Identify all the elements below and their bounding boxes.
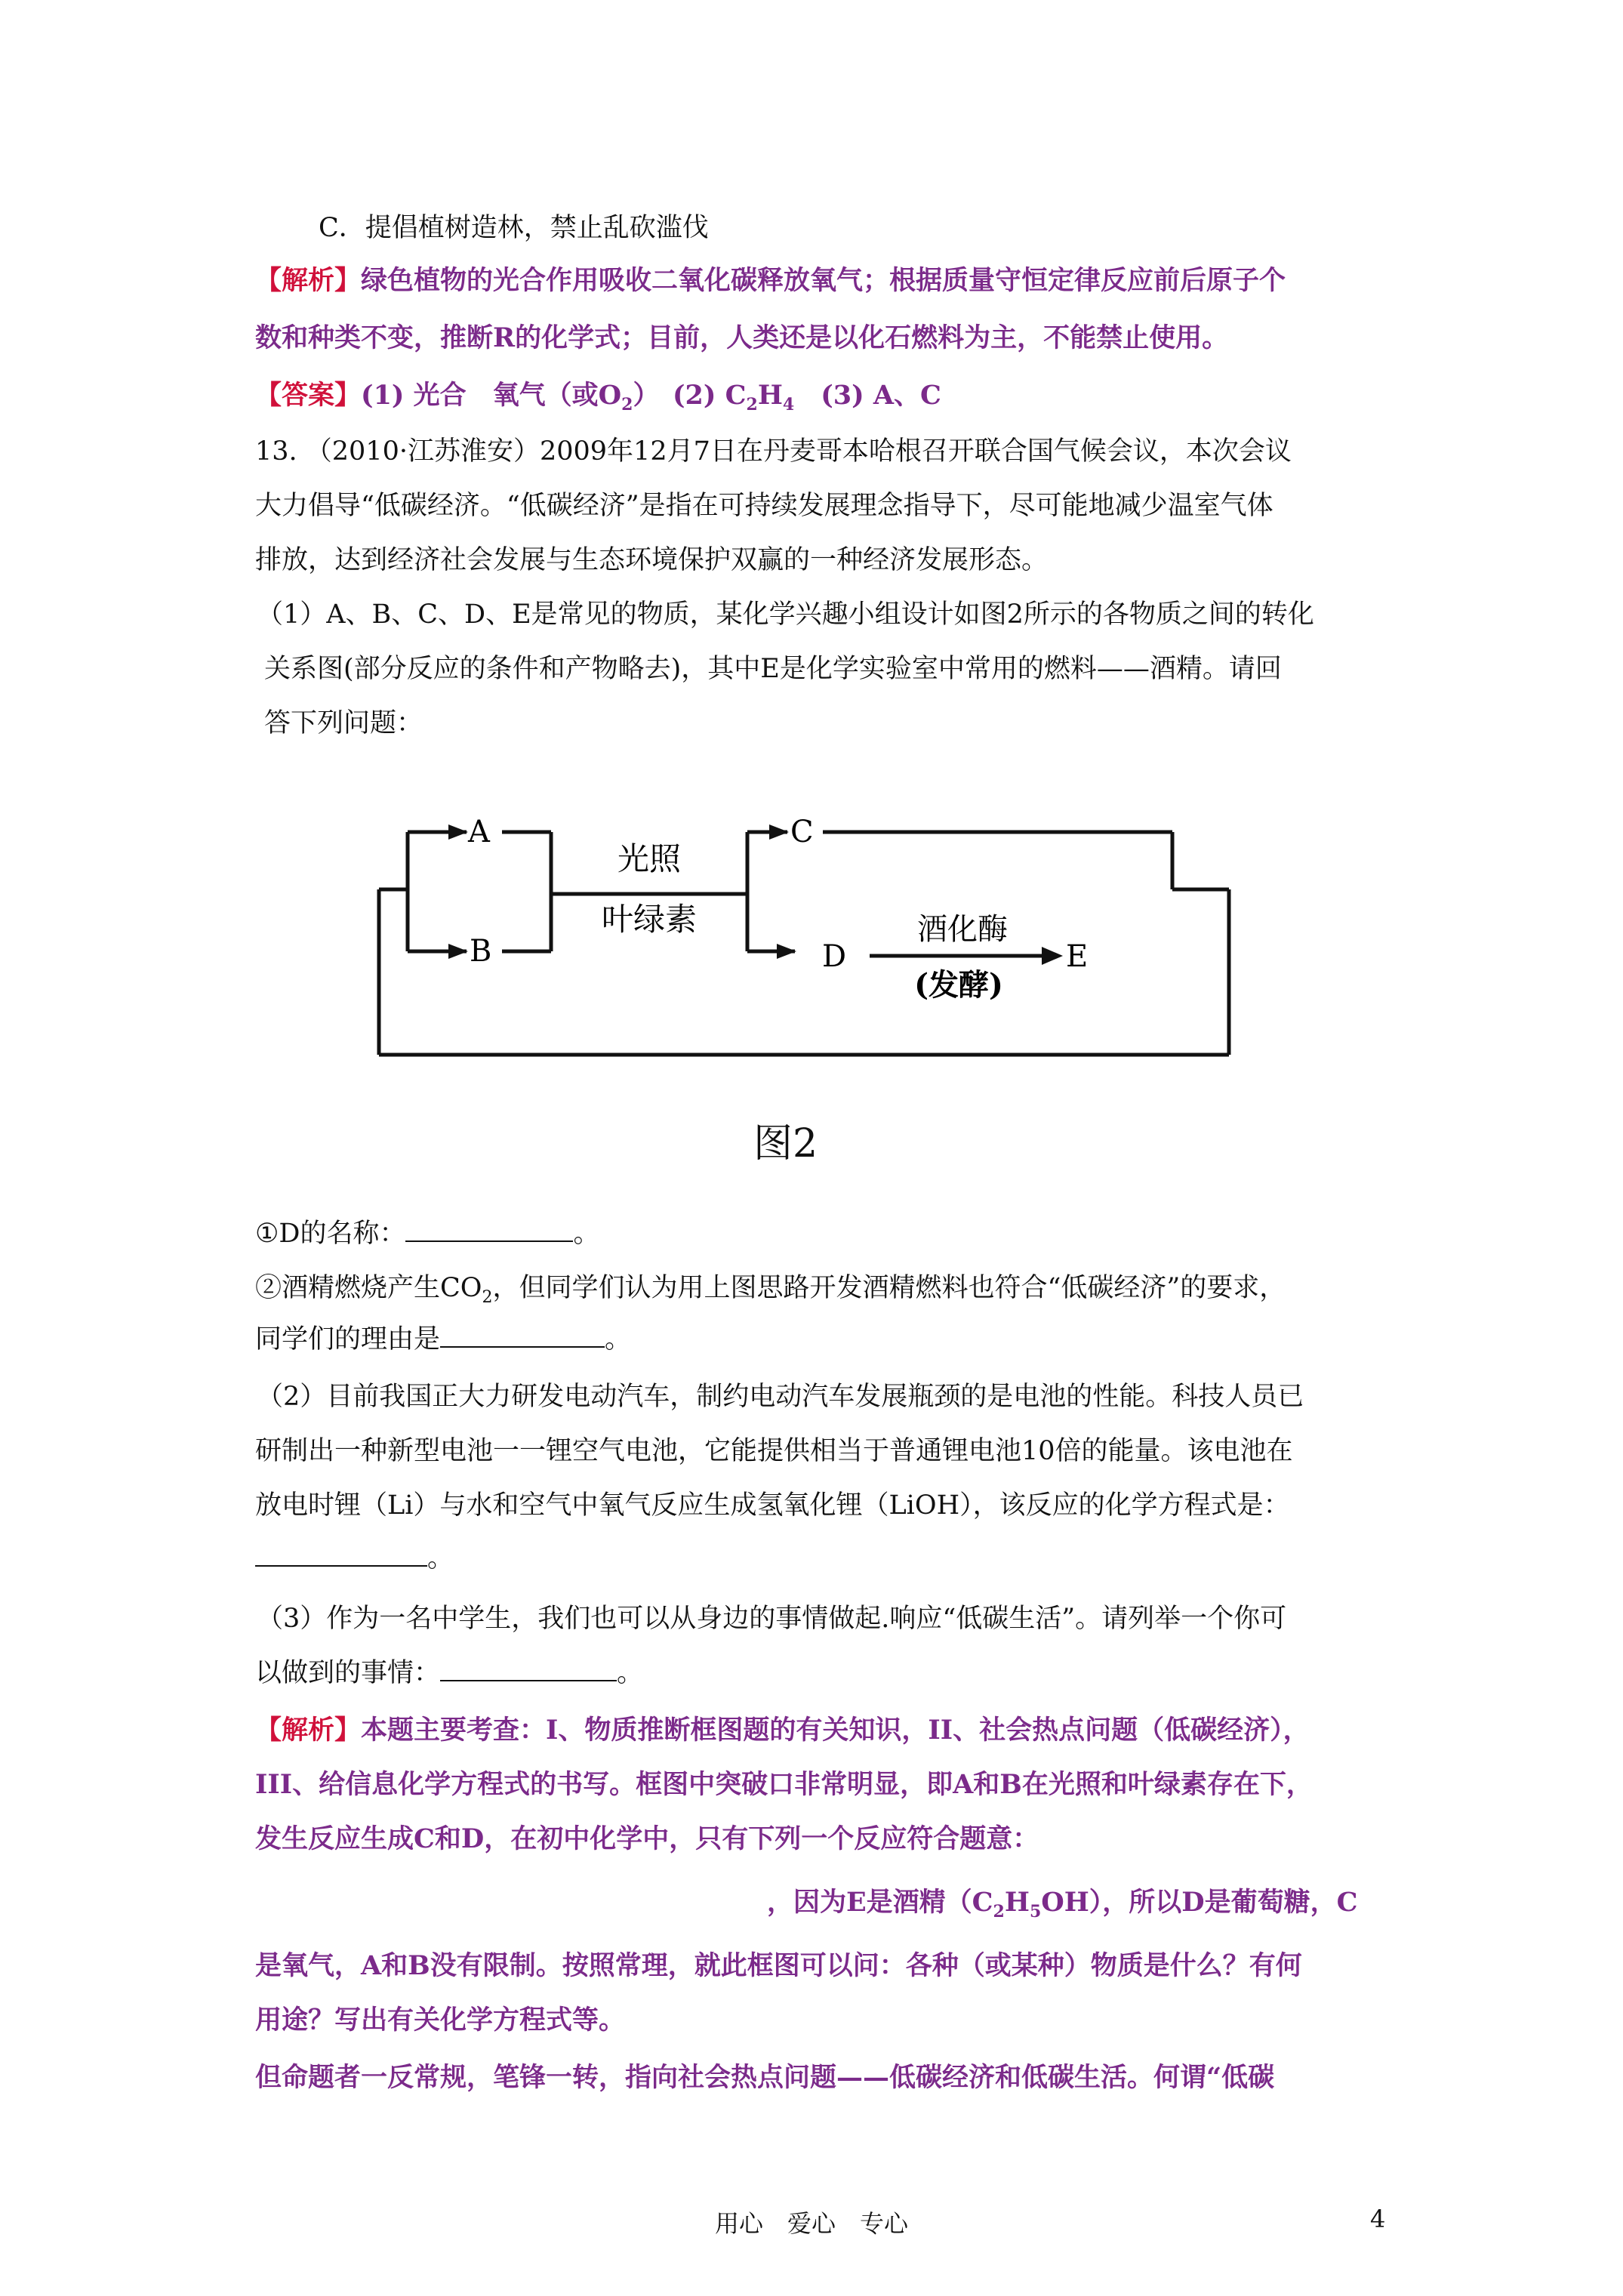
arrow-to-c-icon (769, 824, 789, 840)
node-d: D (821, 939, 847, 974)
sub-question-2-line-2: 同学们的理由是 。 (255, 1317, 631, 1362)
condition-fermentation: (发酵) (914, 967, 1003, 1003)
answer-text: (1) 光合 氧气（或$O_2$） (2) $C_2H_4$ (3) A、C (361, 380, 941, 415)
part-1-line-3: 答下列问题： (264, 708, 423, 738)
node-a: A (468, 815, 490, 849)
analysis-tag: 【解析】 (255, 265, 362, 296)
page-number: 4 (1370, 2205, 1386, 2233)
part-3-line-1: （3）作为一名中学生，我们也可以从身边的事情做起.响应“低碳生活”。请列举一个你可 (257, 1604, 1287, 1634)
part-1-line-1: （1）A、B、C、D、E是常见的物质，某化学兴趣小组设计如图2所示的各物质之间的转化 (257, 599, 1314, 630)
part-2-line-3: 放电时锂（Li）与水和空气中氧气反应生成氢氧化锂（LiOH），该反应的化学方程式是： (255, 1490, 1290, 1521)
condition-chlorophyll: 叶绿素 (601, 901, 698, 938)
answer-line (255, 373, 941, 418)
analysis-2-text-1: 本题主要考查：I、物质推断框图题的有关知识，II、社会热点问题（低碳经济）， (361, 1715, 1310, 1746)
part-2-answer: 。 (255, 1536, 454, 1581)
answer-tag: 【答案】 (255, 380, 362, 411)
arrow-to-b-icon (448, 944, 468, 959)
arrow-to-d-icon (777, 944, 796, 959)
analysis-2-line-1 (255, 1708, 1310, 1753)
sub-question-2-line-1: ②酒精燃烧产生$CO_2$，但同学们认为用上图思路开发酒精燃料也符合“低碳经济”的要求， (255, 1273, 1286, 1307)
question-13-line-1: 13. （2010·江苏淮安）2009年12月7日在丹麦哥本哈根召开联合国气候会议，本次会议 (255, 436, 1292, 467)
analysis-1-line-2: 数和种类不变，推断R的化学式；目前，人类还是以化石燃料为主，不能禁止使用。 (255, 322, 1229, 353)
answer-blank (255, 1539, 427, 1567)
part-2-line-1: （2）目前我国正大力研发电动汽车，制约电动汽车发展瓶颈的是电池的性能。科技人员已 (257, 1382, 1304, 1412)
condition-light: 光照 (617, 840, 682, 877)
node-e: E (1066, 939, 1089, 974)
analysis-2-line-6: 用途？写出有关化学方程式等。 (255, 2005, 626, 2036)
condition-enzyme: 酒化酶 (917, 912, 1008, 947)
node-c: C (790, 815, 814, 849)
arrow-to-a-icon (448, 824, 468, 840)
answer-blank (440, 1654, 617, 1681)
analysis-1-text-1: 绿色植物的光合作用吸收二氧化碳释放氧气；根据质量守恒定律反应前后原子个 (361, 265, 1286, 296)
part-3-line-2: 以做到的事情： 。 (255, 1650, 643, 1696)
question-13-line-3: 排放，达到经济社会发展与生态环境保护双赢的一种经济发展形态。 (255, 545, 1049, 575)
analysis-2-line-4: ，因为E是酒精$(C_2H_5OH)$，所以D是葡萄糖，C (767, 1887, 1358, 1922)
analysis-2-line-5: 是氧气，A和B没有限制。按照常理，就此框图可以问：各种（或某种）物质是什么？有何 (255, 1950, 1302, 1981)
page-footer: 用心 爱心 专心 (714, 2209, 908, 2238)
analysis-tag: 【解析】 (255, 1715, 362, 1746)
answer-blank (405, 1215, 573, 1242)
sub-question-1: ①D的名称： 。 (255, 1211, 599, 1256)
analysis-2-line-7: 但命题者一反常规，笔锋一转，指向社会热点问题——低碳经济和低碳生活。何谓“低碳 (255, 2062, 1275, 2093)
figure-caption: 图2 (753, 1121, 818, 1166)
option-c: C．提倡植树造林，禁止乱砍滥伐 (319, 213, 709, 243)
analysis-2-line-2: III、给信息化学方程式的书写。框图中突破口非常明显，即A和B在光照和叶绿素存在下， (255, 1769, 1313, 1800)
answer-blank (440, 1321, 605, 1348)
part-1-line-2: 关系图(部分反应的条件和产物略去)，其中E是化学实验室中常用的燃料——酒精。请回 (264, 654, 1282, 684)
arrow-to-e-icon (1042, 947, 1063, 965)
node-b: B (470, 934, 492, 969)
part-2-line-2: 研制出一种新型电池一一锂空气电池，它能提供相当于普通锂电池10倍的能量。该电池在 (255, 1436, 1293, 1466)
analysis-1-line-1 (255, 258, 1286, 304)
analysis-2-line-3: 发生反应生成C和D，在初中化学中，只有下列一个反应符合题意： (255, 1823, 1039, 1854)
diagram-lines (379, 832, 1229, 1055)
conversion-diagram (370, 800, 1246, 1080)
question-13-line-2: 大力倡导“低碳经济。“低碳经济”是指在可持续发展理念指导下，尽可能地减少温室气体 (255, 491, 1273, 521)
